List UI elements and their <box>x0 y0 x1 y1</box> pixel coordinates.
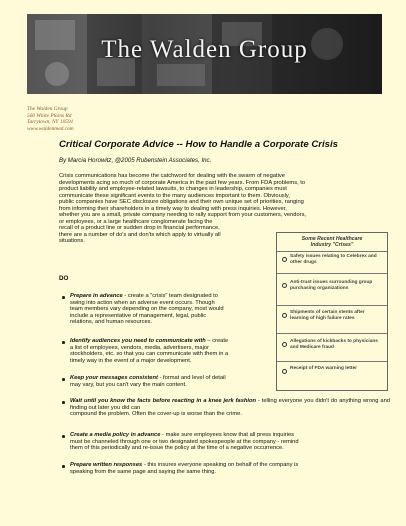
do-item-lead: Prepare in advance <box>70 293 123 299</box>
bullet-icon <box>62 435 65 438</box>
bullet-icon <box>62 378 65 381</box>
do-item-text: - create a "crisis" team designated to <box>122 293 218 299</box>
paragraph-line: communicate these significant events to the many audiences important to them. Obviously, <box>59 192 290 199</box>
do-item-text: - format and level of detail <box>157 375 226 381</box>
bullet-icon <box>62 465 65 468</box>
do-item-text: compound the problem. Often the cover-up is worse than the crime. <box>70 411 242 418</box>
do-item-text: relations, and human resources. <box>70 319 153 326</box>
sidebar-box <box>276 232 388 391</box>
do-item-text: may vary, but you can't vary the main content. <box>70 381 187 388</box>
do-item <box>70 432 390 452</box>
paragraph-line: public companies have SEC disclosure obligations and their own unique set of priorities, ranging <box>59 199 304 206</box>
bullet-icon <box>62 296 65 299</box>
sidebar-divider <box>277 333 387 334</box>
sidebar-item: Receipt of FDA warning letter <box>290 366 357 371</box>
do-item-text: include a representative of management, legal, public <box>70 312 207 319</box>
paragraph-line: recall of a product line or sudden drop in financial performance, <box>59 225 220 232</box>
do-item-text: - this insures everyone speaking on behalf of the company is <box>142 462 299 468</box>
address-line: Tarrytown, NY 10591 <box>27 119 74 126</box>
do-item <box>70 462 390 475</box>
sidebar-item: Allegations of kickbacks to physicians and Medicare fraud <box>290 339 378 350</box>
do-item-text: stockholders, etc. so that you can communicate with them in a <box>70 351 229 358</box>
company-logo-title: The Walden Group <box>101 36 308 63</box>
bullet-icon <box>62 401 65 404</box>
bullet-icon <box>62 341 65 344</box>
sidebar-divider <box>277 305 387 306</box>
sidebar-divider <box>277 251 387 252</box>
do-item <box>70 398 390 418</box>
circle-bullet-icon <box>282 313 287 318</box>
sidebar-divider <box>277 273 387 274</box>
company-address <box>27 106 74 133</box>
do-item-text: must be channeled through one or two designated spokespeople at the company - remind <box>70 438 299 445</box>
sidebar-title-line: Some Recent Healthcare <box>301 236 363 242</box>
do-item-text: team members vary depending on the company, most would <box>70 306 224 313</box>
article-headline: Critical Corporate Advice -- How to Handle a Corporate Crisis <box>59 139 338 150</box>
circle-bullet-icon <box>282 283 287 288</box>
circle-bullet-icon <box>282 257 287 262</box>
do-heading: DO <box>59 275 69 282</box>
paragraph-line: whether you are a small, private company needing to rally support from your customers, vendors, <box>59 212 307 219</box>
sidebar-title-line: Industry "Crises" <box>310 242 354 248</box>
website-link[interactable]: www.waldenmed.com <box>27 126 74 133</box>
header-banner <box>27 14 382 94</box>
sidebar-divider <box>277 361 387 362</box>
sidebar-item: Anti-trust issues surrounding group purchasing organizations <box>290 280 373 291</box>
do-item-lead: Prepare written responses <box>70 462 143 468</box>
address-line: 560 White Plains Rd <box>27 112 72 119</box>
paragraph-line: product liability and employee-related lawsuits, to changes in leadership, companies must <box>59 186 287 193</box>
circle-bullet-icon <box>282 342 287 347</box>
do-item-lead: Wait until you know the facts before reacting in a knee jerk fashion <box>70 398 257 404</box>
do-item-text: a list of employees, vendors, media, advertisers, major <box>70 344 210 351</box>
paragraph-line: developments acing so much of corporate America in the past few years. From FDA problems, to <box>59 179 306 186</box>
do-item-text: - telling everyone you didn't do anything wrong and finding out later you did can <box>70 398 390 411</box>
sidebar-item: Shipments of certain stents after learning of high failure rates <box>290 310 365 321</box>
address-line: The Walden Group <box>27 106 68 112</box>
do-item <box>70 375 277 388</box>
paragraph-line: from informing their shareholders in a timely way to dealing with press inquiries. However, <box>59 205 287 212</box>
do-item-text: – create <box>205 338 229 344</box>
paragraph-line: or employees, or a large healthcare conglomerate facing the <box>59 218 213 225</box>
do-item-text: timely way in the event of a major development. <box>70 357 192 364</box>
do-item <box>70 293 277 326</box>
do-item-text: swing into action when an adverse event occurs. Though <box>70 299 215 306</box>
do-item <box>70 338 277 364</box>
do-item-text: speaking from the same page and saying the same thing. <box>70 468 217 475</box>
circle-bullet-icon <box>282 369 287 374</box>
sidebar-item: Safety issues relating to Celebrex and other drugs <box>290 254 377 265</box>
sidebar-title <box>277 233 387 248</box>
article-byline: By Marcia Horowitz, @2005 Rubenstein Associates, Inc. <box>59 157 212 164</box>
do-item-lead: Keep your messages consistent <box>70 375 158 381</box>
paragraph-line: there are a number of do's and don'ts which apply to virtually all <box>59 231 221 238</box>
paragraph-line: situations. <box>59 238 85 245</box>
do-item-lead: Identify audiences you need to communicate with <box>70 338 206 344</box>
do-item-text: - make sure employees know that all press inquiries <box>160 432 295 438</box>
do-item-text: them of this periodically and re-issue the policy at the time of a negative occurrence. <box>70 445 284 452</box>
do-item-lead: Create a media policy in advance <box>70 432 161 438</box>
paragraph-line: Crisis communications has become the catchword for dealing with the swarm of negative <box>59 173 285 179</box>
